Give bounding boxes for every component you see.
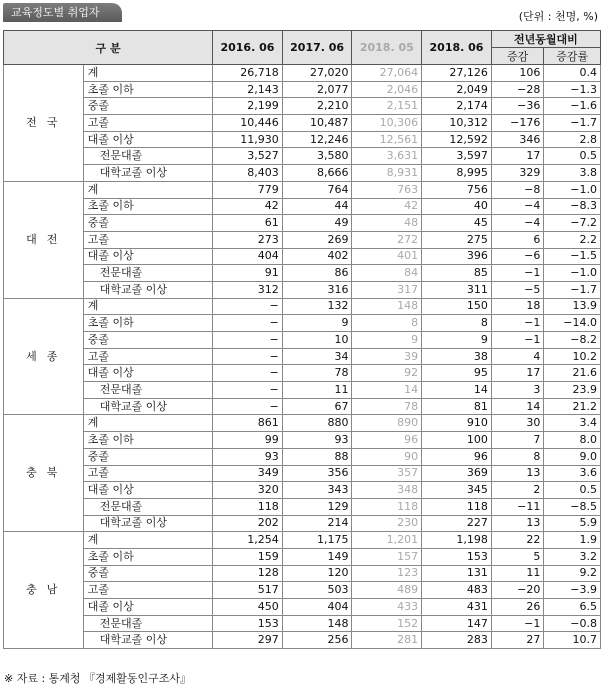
table-cell: 311 <box>422 281 492 298</box>
table-cell: 1.9 <box>544 532 601 549</box>
table-row <box>4 615 601 632</box>
table-cell: 153 <box>422 548 492 565</box>
table-cell: 880 <box>282 415 352 432</box>
category-label: 전문대졸 <box>83 148 212 165</box>
table-cell: 10,312 <box>422 115 492 132</box>
region-label: 전 국 <box>4 65 84 182</box>
category-label: 대학교졸 이상 <box>83 281 212 298</box>
table-cell: 12,592 <box>422 131 492 148</box>
table-cell: 320 <box>213 482 283 499</box>
table-cell: 13 <box>491 515 544 532</box>
table-cell: 0.4 <box>544 65 601 82</box>
unit-label: (단위 : 천명, %) <box>518 10 598 23</box>
table-cell: 157 <box>352 548 422 565</box>
table-row <box>4 482 601 499</box>
table-cell: 503 <box>282 582 352 599</box>
table-row <box>4 548 601 565</box>
category-label: 고졸 <box>83 582 212 599</box>
table-row <box>4 265 601 282</box>
category-label: 계 <box>83 415 212 432</box>
table-cell: 316 <box>282 281 352 298</box>
table-cell: 27,064 <box>352 65 422 82</box>
table-cell: 345 <box>422 482 492 499</box>
table-cell: 93 <box>282 432 352 449</box>
table-cell: 120 <box>282 565 352 582</box>
employment-by-education-table <box>3 30 601 649</box>
table-row <box>4 348 601 365</box>
table-cell: 202 <box>213 515 283 532</box>
table-cell: 23.9 <box>544 382 601 399</box>
category-label: 대학교졸 이상 <box>83 632 212 649</box>
table-cell: 13.9 <box>544 298 601 315</box>
table-cell: −0.8 <box>544 615 601 632</box>
table-cell: 88 <box>282 448 352 465</box>
table-cell: −1.7 <box>544 281 601 298</box>
table-cell: 8,403 <box>213 165 283 182</box>
table-cell: 118 <box>213 498 283 515</box>
table-cell: 128 <box>213 565 283 582</box>
table-cell: −36 <box>491 98 544 115</box>
table-cell: 9 <box>422 332 492 349</box>
table-cell: 129 <box>282 498 352 515</box>
table-cell: 12,246 <box>282 131 352 148</box>
table-row <box>4 599 601 616</box>
table-cell: 9.2 <box>544 565 601 582</box>
category-label: 대학교졸 이상 <box>83 165 212 182</box>
table-cell: 2,046 <box>352 81 422 98</box>
header-category: 구 분 <box>4 31 213 65</box>
table-cell: 517 <box>213 582 283 599</box>
table-row <box>4 498 601 515</box>
table-cell: 11 <box>282 382 352 399</box>
table-cell: 489 <box>352 582 422 599</box>
table-cell: − <box>213 365 283 382</box>
table-cell: 150 <box>422 298 492 315</box>
table-cell: 2,174 <box>422 98 492 115</box>
category-label: 대졸 이상 <box>83 365 212 382</box>
category-label: 초졸 이하 <box>83 315 212 332</box>
table-cell: 2,077 <box>282 81 352 98</box>
region-label: 충 북 <box>4 415 84 532</box>
table-cell: 106 <box>491 65 544 82</box>
table-cell: − <box>213 348 283 365</box>
table-cell: 1,201 <box>352 532 422 549</box>
table-cell: 861 <box>213 415 283 432</box>
table-row <box>4 65 601 82</box>
table-cell: − <box>213 398 283 415</box>
table-cell: 44 <box>282 198 352 215</box>
table-cell: 2,199 <box>213 98 283 115</box>
category-label: 초졸 이하 <box>83 81 212 98</box>
table-cell: 100 <box>422 432 492 449</box>
table-row <box>4 131 601 148</box>
table-cell: 3.6 <box>544 465 601 482</box>
table-cell: 369 <box>422 465 492 482</box>
category-label: 계 <box>83 181 212 198</box>
table-cell: 8,995 <box>422 165 492 182</box>
category-label: 계 <box>83 532 212 549</box>
category-label: 고졸 <box>83 465 212 482</box>
table-row <box>4 231 601 248</box>
table-cell: 84 <box>352 265 422 282</box>
table-row <box>4 315 601 332</box>
table-cell: 123 <box>352 565 422 582</box>
table-cell: 132 <box>282 298 352 315</box>
table-cell: 22 <box>491 532 544 549</box>
category-label: 초졸 이하 <box>83 548 212 565</box>
header-yoy-change: 증감 <box>491 48 544 65</box>
table-row <box>4 332 601 349</box>
table-cell: 0.5 <box>544 148 601 165</box>
table-cell: 3,527 <box>213 148 283 165</box>
table-cell: 92 <box>352 365 422 382</box>
table-cell: − <box>213 382 283 399</box>
header-col-2017-06: 2017. 06 <box>282 31 352 65</box>
table-cell: 90 <box>352 448 422 465</box>
table-cell: −1 <box>491 332 544 349</box>
table-cell: 0.5 <box>544 482 601 499</box>
table-cell: 12,561 <box>352 131 422 148</box>
table-cell: 11,930 <box>213 131 283 148</box>
table-cell: 10,487 <box>282 115 352 132</box>
region-label: 충 남 <box>4 532 84 649</box>
table-row <box>4 565 601 582</box>
table-body <box>4 65 601 649</box>
table-row <box>4 181 601 198</box>
table-cell: −20 <box>491 582 544 599</box>
table-cell: −28 <box>491 81 544 98</box>
source-note: ※ 자료 : 통계청 『경제활동인구조사』 <box>4 672 192 685</box>
table-cell: −8.5 <box>544 498 601 515</box>
table-cell: 8,666 <box>282 165 352 182</box>
table-cell: −4 <box>491 215 544 232</box>
table-cell: 21.6 <box>544 365 601 382</box>
table-cell: 357 <box>352 465 422 482</box>
table-row <box>4 465 601 482</box>
table-cell: 2.8 <box>544 131 601 148</box>
table-cell: 2 <box>491 482 544 499</box>
region-label: 세 종 <box>4 298 84 415</box>
table-cell: 39 <box>352 348 422 365</box>
table-cell: 2,151 <box>352 98 422 115</box>
table-cell: −1 <box>491 315 544 332</box>
category-label: 대졸 이상 <box>83 248 212 265</box>
table-cell: 21.2 <box>544 398 601 415</box>
table-cell: −7.2 <box>544 215 601 232</box>
category-label: 중졸 <box>83 448 212 465</box>
table-cell: 3,580 <box>282 148 352 165</box>
table-cell: 6.5 <box>544 599 601 616</box>
table-row <box>4 215 601 232</box>
table-cell: −1.0 <box>544 181 601 198</box>
category-label: 중졸 <box>83 215 212 232</box>
table-cell: 153 <box>213 615 283 632</box>
table-cell: −176 <box>491 115 544 132</box>
table-cell: 86 <box>282 265 352 282</box>
table-row <box>4 432 601 449</box>
table-row <box>4 382 601 399</box>
category-label: 고졸 <box>83 348 212 365</box>
table-cell: 297 <box>213 632 283 649</box>
table-cell: 93 <box>213 448 283 465</box>
category-label: 대학교졸 이상 <box>83 398 212 415</box>
table-cell: 148 <box>282 615 352 632</box>
table-row <box>4 582 601 599</box>
table-cell: 401 <box>352 248 422 265</box>
table-cell: 131 <box>422 565 492 582</box>
table-cell: 2,049 <box>422 81 492 98</box>
table-cell: −8 <box>491 181 544 198</box>
table-cell: 3.8 <box>544 165 601 182</box>
table-cell: 11 <box>491 565 544 582</box>
category-label: 고졸 <box>83 231 212 248</box>
table-cell: 312 <box>213 281 283 298</box>
header-yoy-rate: 증감률 <box>544 48 601 65</box>
table-cell: 14 <box>491 398 544 415</box>
table-cell: 2.2 <box>544 231 601 248</box>
table-cell: 256 <box>282 632 352 649</box>
table-cell: 756 <box>422 181 492 198</box>
region-label: 대 전 <box>4 181 84 298</box>
table-cell: 214 <box>282 515 352 532</box>
header-yoy: 전년동월대비 <box>491 31 600 48</box>
table-cell: −1 <box>491 615 544 632</box>
table-cell: 96 <box>422 448 492 465</box>
table-cell: 8 <box>491 448 544 465</box>
table-cell: 2,143 <box>213 81 283 98</box>
table-cell: 17 <box>491 148 544 165</box>
table-cell: −1.6 <box>544 98 601 115</box>
category-label: 고졸 <box>83 115 212 132</box>
header-col-2018-06: 2018. 06 <box>422 31 492 65</box>
table-cell: 78 <box>352 398 422 415</box>
table-cell: 273 <box>213 231 283 248</box>
category-label: 계 <box>83 298 212 315</box>
table-cell: 26 <box>491 599 544 616</box>
table-cell: 317 <box>352 281 422 298</box>
table-cell: 343 <box>282 482 352 499</box>
table-cell: 14 <box>352 382 422 399</box>
table-cell: 402 <box>282 248 352 265</box>
table-cell: 910 <box>422 415 492 432</box>
table-cell: 9 <box>282 315 352 332</box>
table-cell: −1 <box>491 265 544 282</box>
table-cell: 396 <box>422 248 492 265</box>
table-cell: 149 <box>282 548 352 565</box>
table-cell: 283 <box>422 632 492 649</box>
table-cell: 27,126 <box>422 65 492 82</box>
table-cell: −1.3 <box>544 81 601 98</box>
table-row <box>4 365 601 382</box>
table-cell: 230 <box>352 515 422 532</box>
table-cell: 10.2 <box>544 348 601 365</box>
table-cell: −8.3 <box>544 198 601 215</box>
category-label: 계 <box>83 65 212 82</box>
table-cell: 349 <box>213 465 283 482</box>
table-cell: 10,446 <box>213 115 283 132</box>
table-cell: 779 <box>213 181 283 198</box>
table-row <box>4 165 601 182</box>
table-cell: 147 <box>422 615 492 632</box>
table-cell: 8.0 <box>544 432 601 449</box>
table-cell: 42 <box>213 198 283 215</box>
table-cell: −6 <box>491 248 544 265</box>
table-cell: 45 <box>422 215 492 232</box>
table-cell: 356 <box>282 465 352 482</box>
category-label: 대학교졸 이상 <box>83 515 212 532</box>
table-cell: 3,597 <box>422 148 492 165</box>
table-cell: 3,631 <box>352 148 422 165</box>
table-cell: 763 <box>352 181 422 198</box>
table-row <box>4 281 601 298</box>
table-cell: 9 <box>352 332 422 349</box>
table-row <box>4 515 601 532</box>
table-cell: 1,198 <box>422 532 492 549</box>
table-cell: 9.0 <box>544 448 601 465</box>
table-row <box>4 532 601 549</box>
table-row <box>4 198 601 215</box>
table-title: 교육정도별 취업자 <box>3 3 122 22</box>
table-cell: −8.2 <box>544 332 601 349</box>
table-cell: 85 <box>422 265 492 282</box>
table-cell: 10,306 <box>352 115 422 132</box>
table-cell: −1.7 <box>544 115 601 132</box>
table-row <box>4 148 601 165</box>
table-cell: −14.0 <box>544 315 601 332</box>
table-cell: 348 <box>352 482 422 499</box>
table-cell: 148 <box>352 298 422 315</box>
table-cell: 764 <box>282 181 352 198</box>
table-cell: −1.0 <box>544 265 601 282</box>
table-cell: 26,718 <box>213 65 283 82</box>
category-label: 전문대졸 <box>83 265 212 282</box>
category-label: 대졸 이상 <box>83 482 212 499</box>
table-cell: 227 <box>422 515 492 532</box>
table-cell: 3 <box>491 382 544 399</box>
table-cell: −3.9 <box>544 582 601 599</box>
table-cell: 431 <box>422 599 492 616</box>
table-cell: 7 <box>491 432 544 449</box>
category-label: 중졸 <box>83 332 212 349</box>
table-cell: −5 <box>491 281 544 298</box>
table-cell: 81 <box>422 398 492 415</box>
table-cell: 329 <box>491 165 544 182</box>
table-cell: 17 <box>491 365 544 382</box>
category-label: 중졸 <box>83 565 212 582</box>
table-cell: 118 <box>422 498 492 515</box>
table-cell: 40 <box>422 198 492 215</box>
table-row <box>4 81 601 98</box>
table-cell: 118 <box>352 498 422 515</box>
table-cell: 95 <box>422 365 492 382</box>
table-cell: 48 <box>352 215 422 232</box>
table-cell: 3.2 <box>544 548 601 565</box>
table-cell: 4 <box>491 348 544 365</box>
table-cell: 10.7 <box>544 632 601 649</box>
table-cell: 159 <box>213 548 283 565</box>
table-cell: 27,020 <box>282 65 352 82</box>
table-cell: 346 <box>491 131 544 148</box>
table-cell: 2,210 <box>282 98 352 115</box>
table-cell: − <box>213 298 283 315</box>
table-cell: −11 <box>491 498 544 515</box>
category-label: 전문대졸 <box>83 382 212 399</box>
table-cell: 272 <box>352 231 422 248</box>
category-label: 대졸 이상 <box>83 599 212 616</box>
table-row <box>4 115 601 132</box>
table-cell: 34 <box>282 348 352 365</box>
category-label: 중졸 <box>83 98 212 115</box>
table-cell: − <box>213 332 283 349</box>
table-cell: 8,931 <box>352 165 422 182</box>
table-cell: 8 <box>422 315 492 332</box>
table-cell: 5.9 <box>544 515 601 532</box>
table-cell: 42 <box>352 198 422 215</box>
table-cell: 13 <box>491 465 544 482</box>
table-cell: 3.4 <box>544 415 601 432</box>
table-cell: 152 <box>352 615 422 632</box>
table-row <box>4 415 601 432</box>
table-row <box>4 448 601 465</box>
table-row <box>4 398 601 415</box>
table-row <box>4 98 601 115</box>
category-label: 초졸 이하 <box>83 198 212 215</box>
table-cell: 6 <box>491 231 544 248</box>
table-cell: 30 <box>491 415 544 432</box>
table-cell: 275 <box>422 231 492 248</box>
table-header <box>4 31 601 65</box>
table-cell: 78 <box>282 365 352 382</box>
table-cell: 404 <box>213 248 283 265</box>
table-cell: 281 <box>352 632 422 649</box>
category-label: 대졸 이상 <box>83 131 212 148</box>
table-cell: 99 <box>213 432 283 449</box>
table-cell: − <box>213 315 283 332</box>
table-cell: 27 <box>491 632 544 649</box>
table-cell: 49 <box>282 215 352 232</box>
table-cell: 404 <box>282 599 352 616</box>
table-cell: 450 <box>213 599 283 616</box>
table-cell: 483 <box>422 582 492 599</box>
table-row <box>4 298 601 315</box>
table-cell: 91 <box>213 265 283 282</box>
table-cell: −4 <box>491 198 544 215</box>
table-cell: 38 <box>422 348 492 365</box>
table-cell: 1,175 <box>282 532 352 549</box>
table-row <box>4 632 601 649</box>
table-cell: 18 <box>491 298 544 315</box>
table-cell: 10 <box>282 332 352 349</box>
table-row <box>4 248 601 265</box>
category-label: 전문대졸 <box>83 615 212 632</box>
table-cell: 96 <box>352 432 422 449</box>
header-col-2016-06: 2016. 06 <box>213 31 283 65</box>
table-cell: −1.5 <box>544 248 601 265</box>
table-cell: 8 <box>352 315 422 332</box>
table-cell: 61 <box>213 215 283 232</box>
category-label: 초졸 이하 <box>83 432 212 449</box>
table-cell: 67 <box>282 398 352 415</box>
header-col-2018-05: 2018. 05 <box>352 31 422 65</box>
table-cell: 890 <box>352 415 422 432</box>
table-cell: 14 <box>422 382 492 399</box>
table-cell: 5 <box>491 548 544 565</box>
table-cell: 433 <box>352 599 422 616</box>
table-cell: 269 <box>282 231 352 248</box>
table-cell: 1,254 <box>213 532 283 549</box>
category-label: 전문대졸 <box>83 498 212 515</box>
